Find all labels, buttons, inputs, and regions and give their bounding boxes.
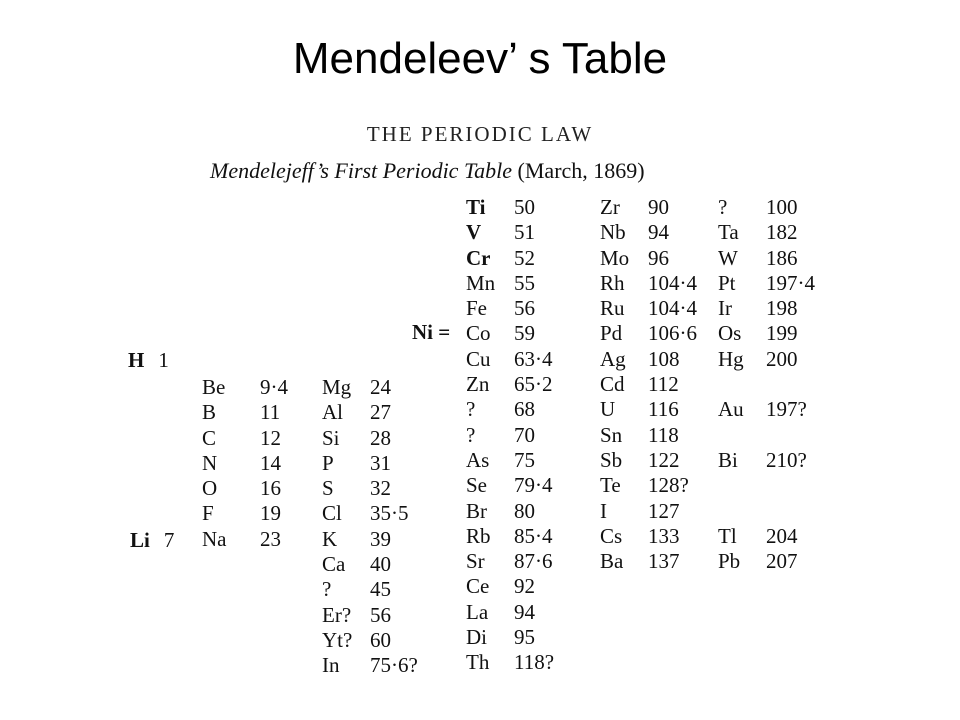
element-symbol: Er?: [322, 602, 352, 627]
element-weight: 197·4: [766, 270, 815, 295]
element-cell: [322, 603, 432, 628]
element-weight: 92: [514, 574, 535, 599]
element-weight: 28: [370, 425, 391, 450]
element-cell: [322, 577, 432, 602]
element-weight: 85·4: [514, 523, 553, 548]
element-weight: 19: [260, 501, 281, 526]
element-weight: 63·4: [514, 346, 553, 371]
element-symbol: Te: [600, 473, 621, 498]
element-weight: 122: [648, 447, 680, 472]
element-weight: 55: [514, 270, 535, 295]
element-cell: [466, 600, 586, 625]
element-symbol: Cr: [466, 245, 491, 270]
element-cell: [600, 499, 720, 524]
element-cell: [466, 499, 586, 524]
element-cell: [322, 400, 432, 425]
element-weight: 50: [514, 195, 535, 219]
element-weight: 7: [163, 528, 175, 552]
element-weight: 104·4: [648, 296, 697, 321]
element-cell: [466, 321, 586, 346]
element-cell: [466, 574, 586, 599]
element-cell: [466, 549, 586, 574]
element-cell: [322, 527, 432, 552]
element-symbol: Th: [466, 650, 490, 675]
element-symbol: K: [322, 526, 338, 551]
element-cell: [322, 451, 432, 476]
element-weight: 56: [514, 296, 535, 321]
element-symbol: Cs: [600, 523, 623, 548]
element-cell: [322, 426, 432, 451]
element-weight: 104·4: [648, 270, 697, 295]
element-weight: 39: [370, 526, 391, 551]
group-column-5: [718, 195, 828, 574]
element-weight: 199: [766, 321, 798, 346]
element-cell: [466, 448, 586, 473]
element-cell: [202, 527, 312, 552]
element-symbol: As: [466, 447, 490, 472]
element-symbol: Na: [202, 526, 227, 551]
element-weight: 197?: [766, 397, 807, 422]
element-weight: 207: [766, 549, 798, 574]
element-symbol: Si: [322, 425, 340, 450]
element-symbol: La: [466, 599, 489, 624]
element-cell: [718, 549, 828, 574]
element-cell: [600, 296, 720, 321]
element-weight: 40: [370, 552, 391, 577]
element-symbol: Pd: [600, 321, 623, 346]
element-cell: [466, 195, 586, 220]
element-symbol: Cd: [600, 372, 625, 397]
element-cell: [202, 400, 312, 425]
element-weight: 204: [766, 523, 798, 548]
element-cell: [466, 347, 586, 372]
element-weight: 118: [648, 422, 679, 447]
element-cell: [600, 271, 720, 296]
element-symbol: ?: [322, 577, 332, 602]
element-weight: 100: [766, 195, 798, 219]
element-cell: [718, 296, 828, 321]
element-symbol: Se: [466, 473, 487, 498]
element-symbol: Fe: [466, 296, 487, 321]
element-symbol: Ti: [466, 195, 486, 219]
element-symbol: Cu: [466, 346, 491, 371]
element-weight: 75·6?: [370, 653, 418, 678]
element-cell: [600, 246, 720, 271]
element-cell: [718, 473, 828, 498]
element-symbol: Sn: [600, 422, 623, 447]
group-column-2: [322, 375, 432, 679]
element-weight: 14: [260, 450, 281, 475]
element-weight: 11: [260, 400, 281, 425]
element-cell: [718, 246, 828, 271]
element-weight: 31: [370, 450, 391, 475]
element-symbol: Rh: [600, 270, 625, 295]
element-symbol: Os: [718, 321, 742, 346]
element-weight: 51: [514, 220, 535, 245]
element-cell: [600, 195, 720, 220]
element-symbol: Pb: [718, 549, 741, 574]
element-cell: [718, 448, 828, 473]
element-symbol: U: [600, 397, 616, 422]
element-weight: 90: [648, 195, 669, 219]
element-cell: [466, 296, 586, 321]
element-cell: [718, 372, 828, 397]
element-weight: 75: [514, 447, 535, 472]
element-symbol: Mn: [466, 270, 496, 295]
element-cell: [600, 473, 720, 498]
element-symbol: Nb: [600, 220, 626, 245]
element-weight: 65·2: [514, 372, 553, 397]
element-cell: [466, 423, 586, 448]
element-symbol: O: [202, 476, 218, 501]
element-symbol: Tl: [718, 523, 737, 548]
element-weight: 118?: [514, 650, 555, 675]
element-cell: [718, 499, 828, 524]
element-symbol: V: [466, 220, 482, 245]
element-cell: [466, 271, 586, 296]
element-weight: 79·4: [514, 473, 553, 498]
element-cell: [466, 372, 586, 397]
element-symbol: W: [718, 245, 738, 270]
element-symbol: H: [128, 348, 145, 372]
element-symbol: C: [202, 425, 217, 450]
element-cell: [322, 552, 432, 577]
element-weight: 210?: [766, 447, 807, 472]
element-cell: [718, 195, 828, 220]
element-symbol: In: [322, 653, 340, 678]
element-symbol: Ba: [600, 549, 624, 574]
element-symbol: Pt: [718, 270, 736, 295]
element-cell: [600, 448, 720, 473]
element-weight: 133: [648, 523, 680, 548]
element-weight: 108: [648, 346, 680, 371]
element-weight: 27: [370, 400, 391, 425]
element-weight: 16: [260, 476, 281, 501]
element-weight: 96: [648, 245, 669, 270]
element-cell: [202, 426, 312, 451]
element-cell: [718, 524, 828, 549]
element-weight: 45: [370, 577, 391, 602]
element-cell: [600, 220, 720, 245]
element-symbol: S: [322, 476, 334, 501]
element-weight: 56: [370, 602, 391, 627]
element-symbol: Ru: [600, 296, 625, 321]
element-weight: 87·6: [514, 549, 553, 574]
element-symbol: I: [600, 498, 607, 523]
element-symbol: Ca: [322, 552, 346, 577]
element-cell: [718, 220, 828, 245]
group-column-4: [600, 195, 720, 574]
element-weight: 95: [514, 625, 535, 650]
element-cell: [466, 650, 586, 675]
element-cell: [322, 653, 432, 678]
element-symbol: Sb: [600, 447, 623, 472]
element-symbol: Au: [718, 397, 744, 422]
element-weight: 12: [260, 425, 281, 450]
element-symbol: Ir: [718, 296, 732, 321]
element-weight: 68: [514, 397, 535, 422]
element-cell: [718, 397, 828, 422]
element-cell: [466, 524, 586, 549]
element-symbol: Al: [322, 400, 343, 425]
element-symbol: P: [322, 450, 334, 475]
element-cell: [322, 476, 432, 501]
element-weight: 32: [370, 476, 391, 501]
element-cell: [322, 501, 432, 526]
element-cell: [718, 347, 828, 372]
nickel-label: Ni =: [412, 320, 451, 344]
element-weight: 80: [514, 498, 535, 523]
element-weight: 60: [370, 627, 391, 652]
element-weight: 137: [648, 549, 680, 574]
element-cell: [322, 375, 432, 400]
element-cell: [600, 372, 720, 397]
element-cell: [466, 220, 586, 245]
element-symbol: Mg: [322, 375, 352, 399]
element-symbol: Ce: [466, 574, 490, 599]
element-cell: [202, 451, 312, 476]
element-symbol: F: [202, 501, 214, 526]
element-symbol: B: [202, 400, 217, 425]
element-cell: [600, 397, 720, 422]
element-weight: 94: [648, 220, 669, 245]
element-symbol: Be: [202, 375, 226, 399]
element-symbol: Zn: [466, 372, 490, 397]
element-weight: 116: [648, 397, 679, 422]
element-symbol: Ag: [600, 346, 626, 371]
element-cell: [600, 321, 720, 346]
element-symbol: ?: [466, 397, 476, 422]
element-symbol: Bi: [718, 447, 738, 472]
element-symbol: Sr: [466, 549, 485, 574]
element-weight: 59: [514, 321, 535, 346]
element-symbol: ?: [466, 422, 476, 447]
element-symbol: Br: [466, 498, 487, 523]
element-cell: [322, 628, 432, 653]
element-symbol: Li: [130, 528, 150, 552]
element-symbol: N: [202, 450, 218, 475]
element-symbol: Mo: [600, 245, 630, 270]
element-symbol: Co: [466, 321, 491, 346]
element-cell: [466, 625, 586, 650]
slide-title: Mendeleev’ s Table: [292, 34, 668, 83]
element-symbol: Ta: [718, 220, 739, 245]
element-weight: 127: [648, 498, 680, 523]
element-weight: 128?: [648, 473, 689, 498]
element-weight: 23: [260, 526, 281, 551]
element-cell: [600, 347, 720, 372]
element-symbol: Hg: [718, 346, 744, 371]
element-weight: 182: [766, 220, 798, 245]
element-symbol: Rb: [466, 523, 491, 548]
element-symbol: Di: [466, 625, 487, 650]
element-weight: 112: [648, 372, 679, 397]
periodic-law-heading: THE PERIODIC LAW: [366, 122, 594, 146]
element-weight: 200: [766, 346, 798, 371]
element-symbol: Zr: [600, 195, 620, 219]
element-cell: [466, 397, 586, 422]
element-weight: 106·6: [648, 321, 697, 346]
element-symbol: Yt?: [322, 627, 353, 652]
element-cell: [466, 473, 586, 498]
element-cell: [718, 423, 828, 448]
element-cell: [600, 423, 720, 448]
element-cell: [718, 321, 828, 346]
element-weight: 9·4: [260, 375, 288, 399]
group-column-3: [466, 195, 586, 676]
element-hydrogen: [128, 348, 169, 373]
subtitle-date: (March, 1869): [517, 158, 645, 183]
element-cell: [202, 375, 312, 400]
element-cell: [466, 246, 586, 271]
element-cell: [202, 501, 312, 526]
element-weight: 1: [158, 348, 169, 372]
group-column-1: [202, 375, 312, 552]
element-cell: [600, 549, 720, 574]
element-weight: 198: [766, 296, 798, 321]
subtitle-italic: Mendelejeff’s First Periodic Table: [210, 158, 513, 183]
element-weight: 52: [514, 245, 535, 270]
element-weight: 186: [766, 245, 798, 270]
element-cell: [718, 271, 828, 296]
element-symbol: ?: [718, 195, 728, 219]
element-cell: [202, 476, 312, 501]
element-cell: [600, 524, 720, 549]
element-weight: 94: [514, 599, 535, 624]
element-symbol: Cl: [322, 501, 342, 526]
element-weight: 70: [514, 422, 535, 447]
element-weight: 24: [370, 375, 391, 399]
element-weight: 35·5: [370, 501, 409, 526]
element-lithium: [130, 528, 174, 553]
